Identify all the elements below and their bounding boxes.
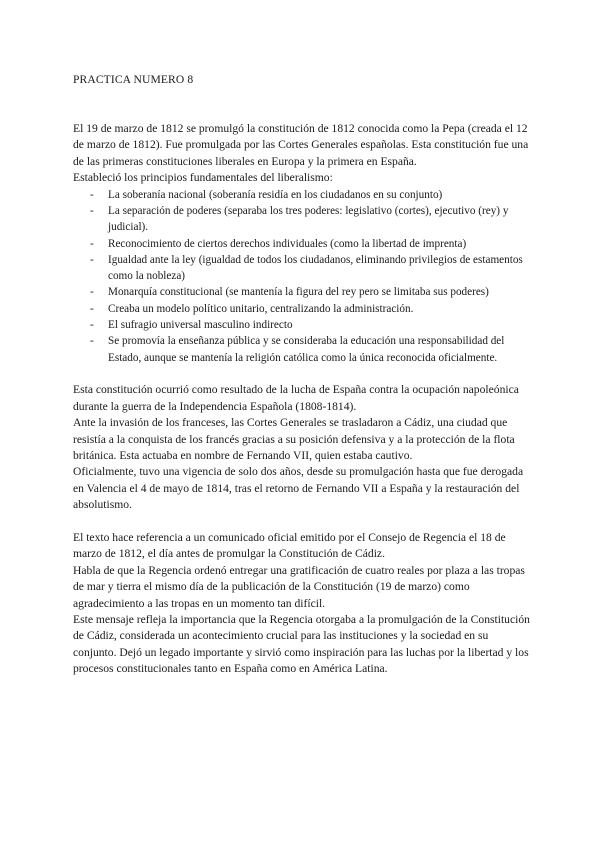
principles-list [73,187,531,366]
list-item: - El sufragio universal masculino indirecto [73,317,531,333]
validity-paragraph: Oficialmente, tuvo una vigencia de solo dos años, desde su promulgación hasta que fue derogada en Valencia el 4 de mayo de 1814, tras el retorno de Fernando VII a España y la restauración del absolutismo. [73,465,524,512]
list-item: - Monarquía constitucional (se mantenía la figura del rey pero se limitaba sus poderes) [73,284,531,300]
list-item: - Creaba un modelo político unitario, centralizando la administración. [73,301,531,317]
list-item: - Igualdad ante la ley (igualdad de todos los ciudadanos, eliminando privilegios de estamentos como la nobleza) [90,253,523,283]
bullet-dash: - [90,319,94,331]
principles-heading: Estableció los principios fundamentales del liberalismo: [73,171,333,185]
bullet-dash: - [90,286,94,299]
list-item: - La soberanía nacional (soberanía residía en los ciudadanos en su conjunto) [73,187,531,203]
bullet-dash: - [90,204,94,217]
gratification-paragraph: Habla de que la Regencia ordenó entregar una gratificación de cuatro reales por plaza a las tropas de mar y tierra el mismo día de la publicación de la Constitución (19 de marzo) como agradecimiento a las tropas en un momento tan difícil. [73,563,525,610]
context-paragraph: Esta constitución ocurrió como resultado de la lucha de España contra la ocupación napoleónica durante la guerra de la Independencia Española (1808-1814). [73,383,519,413]
legacy-paragraph: Este mensaje refleja la importancia que la Regencia otorgaba a la promulgación de la Constitución de Cádiz, considerada un acontecimiento crucial para las instituciones y la sociedad en su conjunto. Dejó un legado importante y sirvió como inspiración para las luchas por la libertad y los procesos constitucionales tanto en España como en América Latina. [73,612,530,676]
bullet-dash: - [90,302,94,315]
bullet-dash: - [90,253,94,266]
cadiz-paragraph: Ante la invasión de los franceses, las Cortes Generales se trasladaron a Cádiz, una ciudad que resistía a la conquista de los francés gracias a su posición defensiva y a la protección de la flota británica. Esta actuaba en nombre de Fernando VII, quien estaba cautivo. [73,416,515,462]
section-gap [73,514,531,530]
bullet-dash: - [90,335,94,348]
list-item: - La separación de poderes (separaba los tres poderes: legislativo (cortes), ejecutivo (rey) y judicial). [90,204,509,234]
list-item: - Se promovía la enseñanza pública y se consideraba la educación una responsabilidad del Estado, aunque se mantenía la religión católica como la única reconocida oficialmente. [90,335,505,364]
list-item: - Reconocimiento de ciertos derechos individuales (como la libertad de imprenta) [73,236,531,252]
intro-paragraph: El 19 de marzo de 1812 se promulgó la constitución de 1812 conocida como la Pepa (creada el 12 de marzo de 1812). Fue promulgada por las Cortes Generales españolas. Esta constitución fue una de las primeras constituciones liberales en Europa y la primera en España. [73,122,529,168]
document-body [73,121,531,678]
section-gap [73,366,531,382]
bullet-dash: - [90,237,94,250]
regency-paragraph: El texto hace referencia a un comunicado oficial emitido por el Consejo de Regencia el 18 de marzo de 1812, el día antes de promulgar la Constitución de Cádiz. [73,530,506,561]
document-title: PRACTICA NUMERO 8 [73,73,194,86]
bullet-dash: - [90,188,94,201]
